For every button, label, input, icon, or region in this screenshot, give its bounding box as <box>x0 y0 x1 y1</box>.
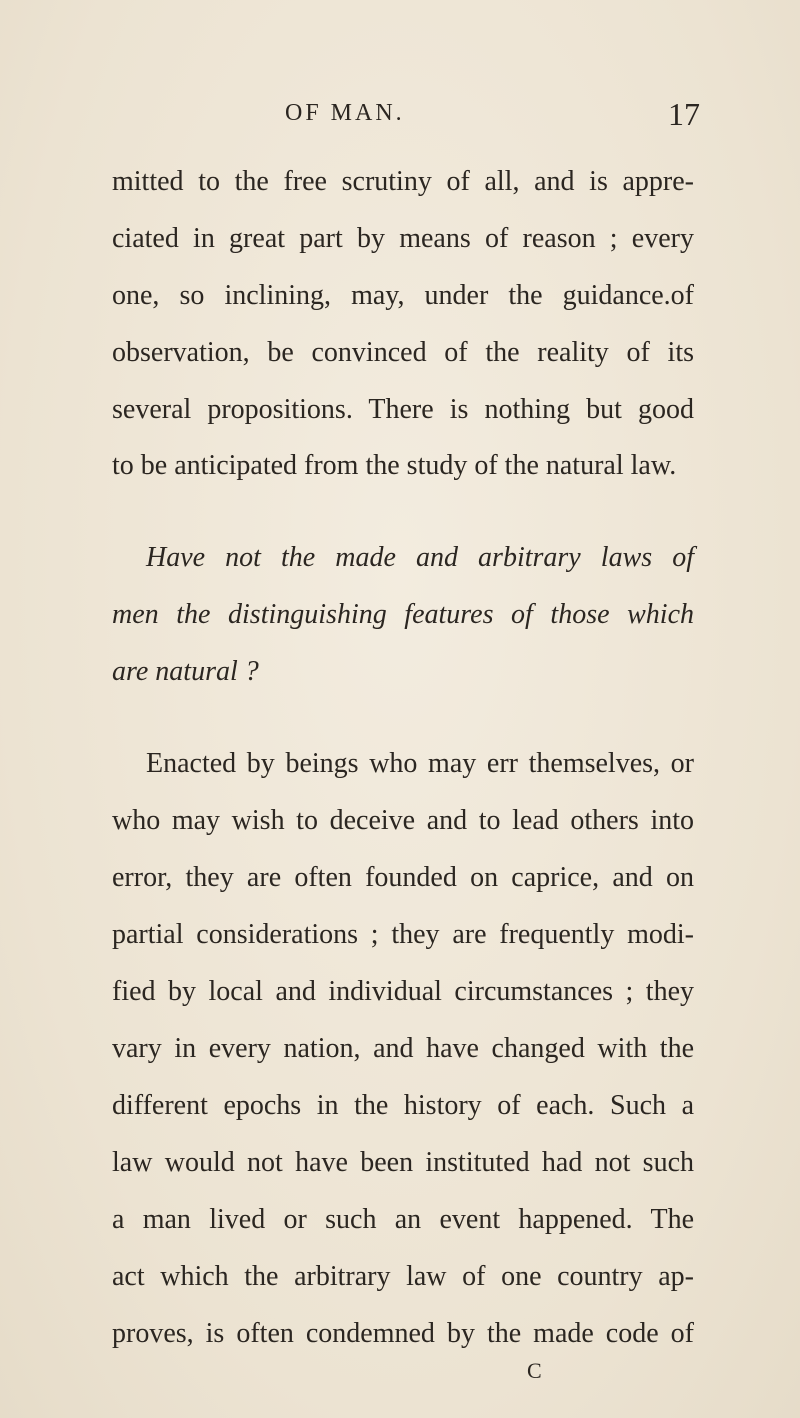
text-line: law would not have been instituted had not such <box>112 1147 694 1178</box>
text-line: proves, is often condemned by the made code of <box>112 1318 694 1349</box>
signature-mark: C <box>527 1358 542 1383</box>
text-line: vary in every nation, and have changed with the <box>112 1033 694 1064</box>
text-line: ciated in great part by means of reason ; every <box>112 223 694 254</box>
text-line: a man lived or such an event happened. The <box>112 1204 694 1235</box>
question-line: are natural ? <box>112 656 259 687</box>
text-line: different epochs in the history of each. Such a <box>112 1090 694 1121</box>
question-line: Have not the made and arbitrary laws of <box>146 542 694 573</box>
page-number: 17 <box>668 96 700 132</box>
text-line: Enacted by beings who may err themselves, or <box>146 748 694 779</box>
text-line: several propositions. There is nothing but good <box>112 394 694 425</box>
text-line: act which the arbitrary law of one country ap- <box>112 1261 694 1292</box>
text-line: who may wish to deceive and to lead others into <box>112 805 694 836</box>
text-line: observation, be convinced of the reality of its <box>112 337 694 368</box>
running-title: OF MAN. <box>285 100 405 126</box>
text-line: one, so inclining, may, under the guidance.of <box>112 280 694 311</box>
text-line: to be anticipated from the study of the natural law. <box>112 450 677 481</box>
text-line: mitted to the free scrutiny of all, and is appre- <box>112 166 694 197</box>
text-line: partial considerations ; they are frequently modi- <box>112 919 694 950</box>
text-line: error, they are often founded on caprice, and on <box>112 862 694 893</box>
text-line: fied by local and individual circumstances ; they <box>112 976 694 1007</box>
running-head <box>0 96 800 140</box>
question-line: men the distinguishing features of those which <box>112 599 694 630</box>
